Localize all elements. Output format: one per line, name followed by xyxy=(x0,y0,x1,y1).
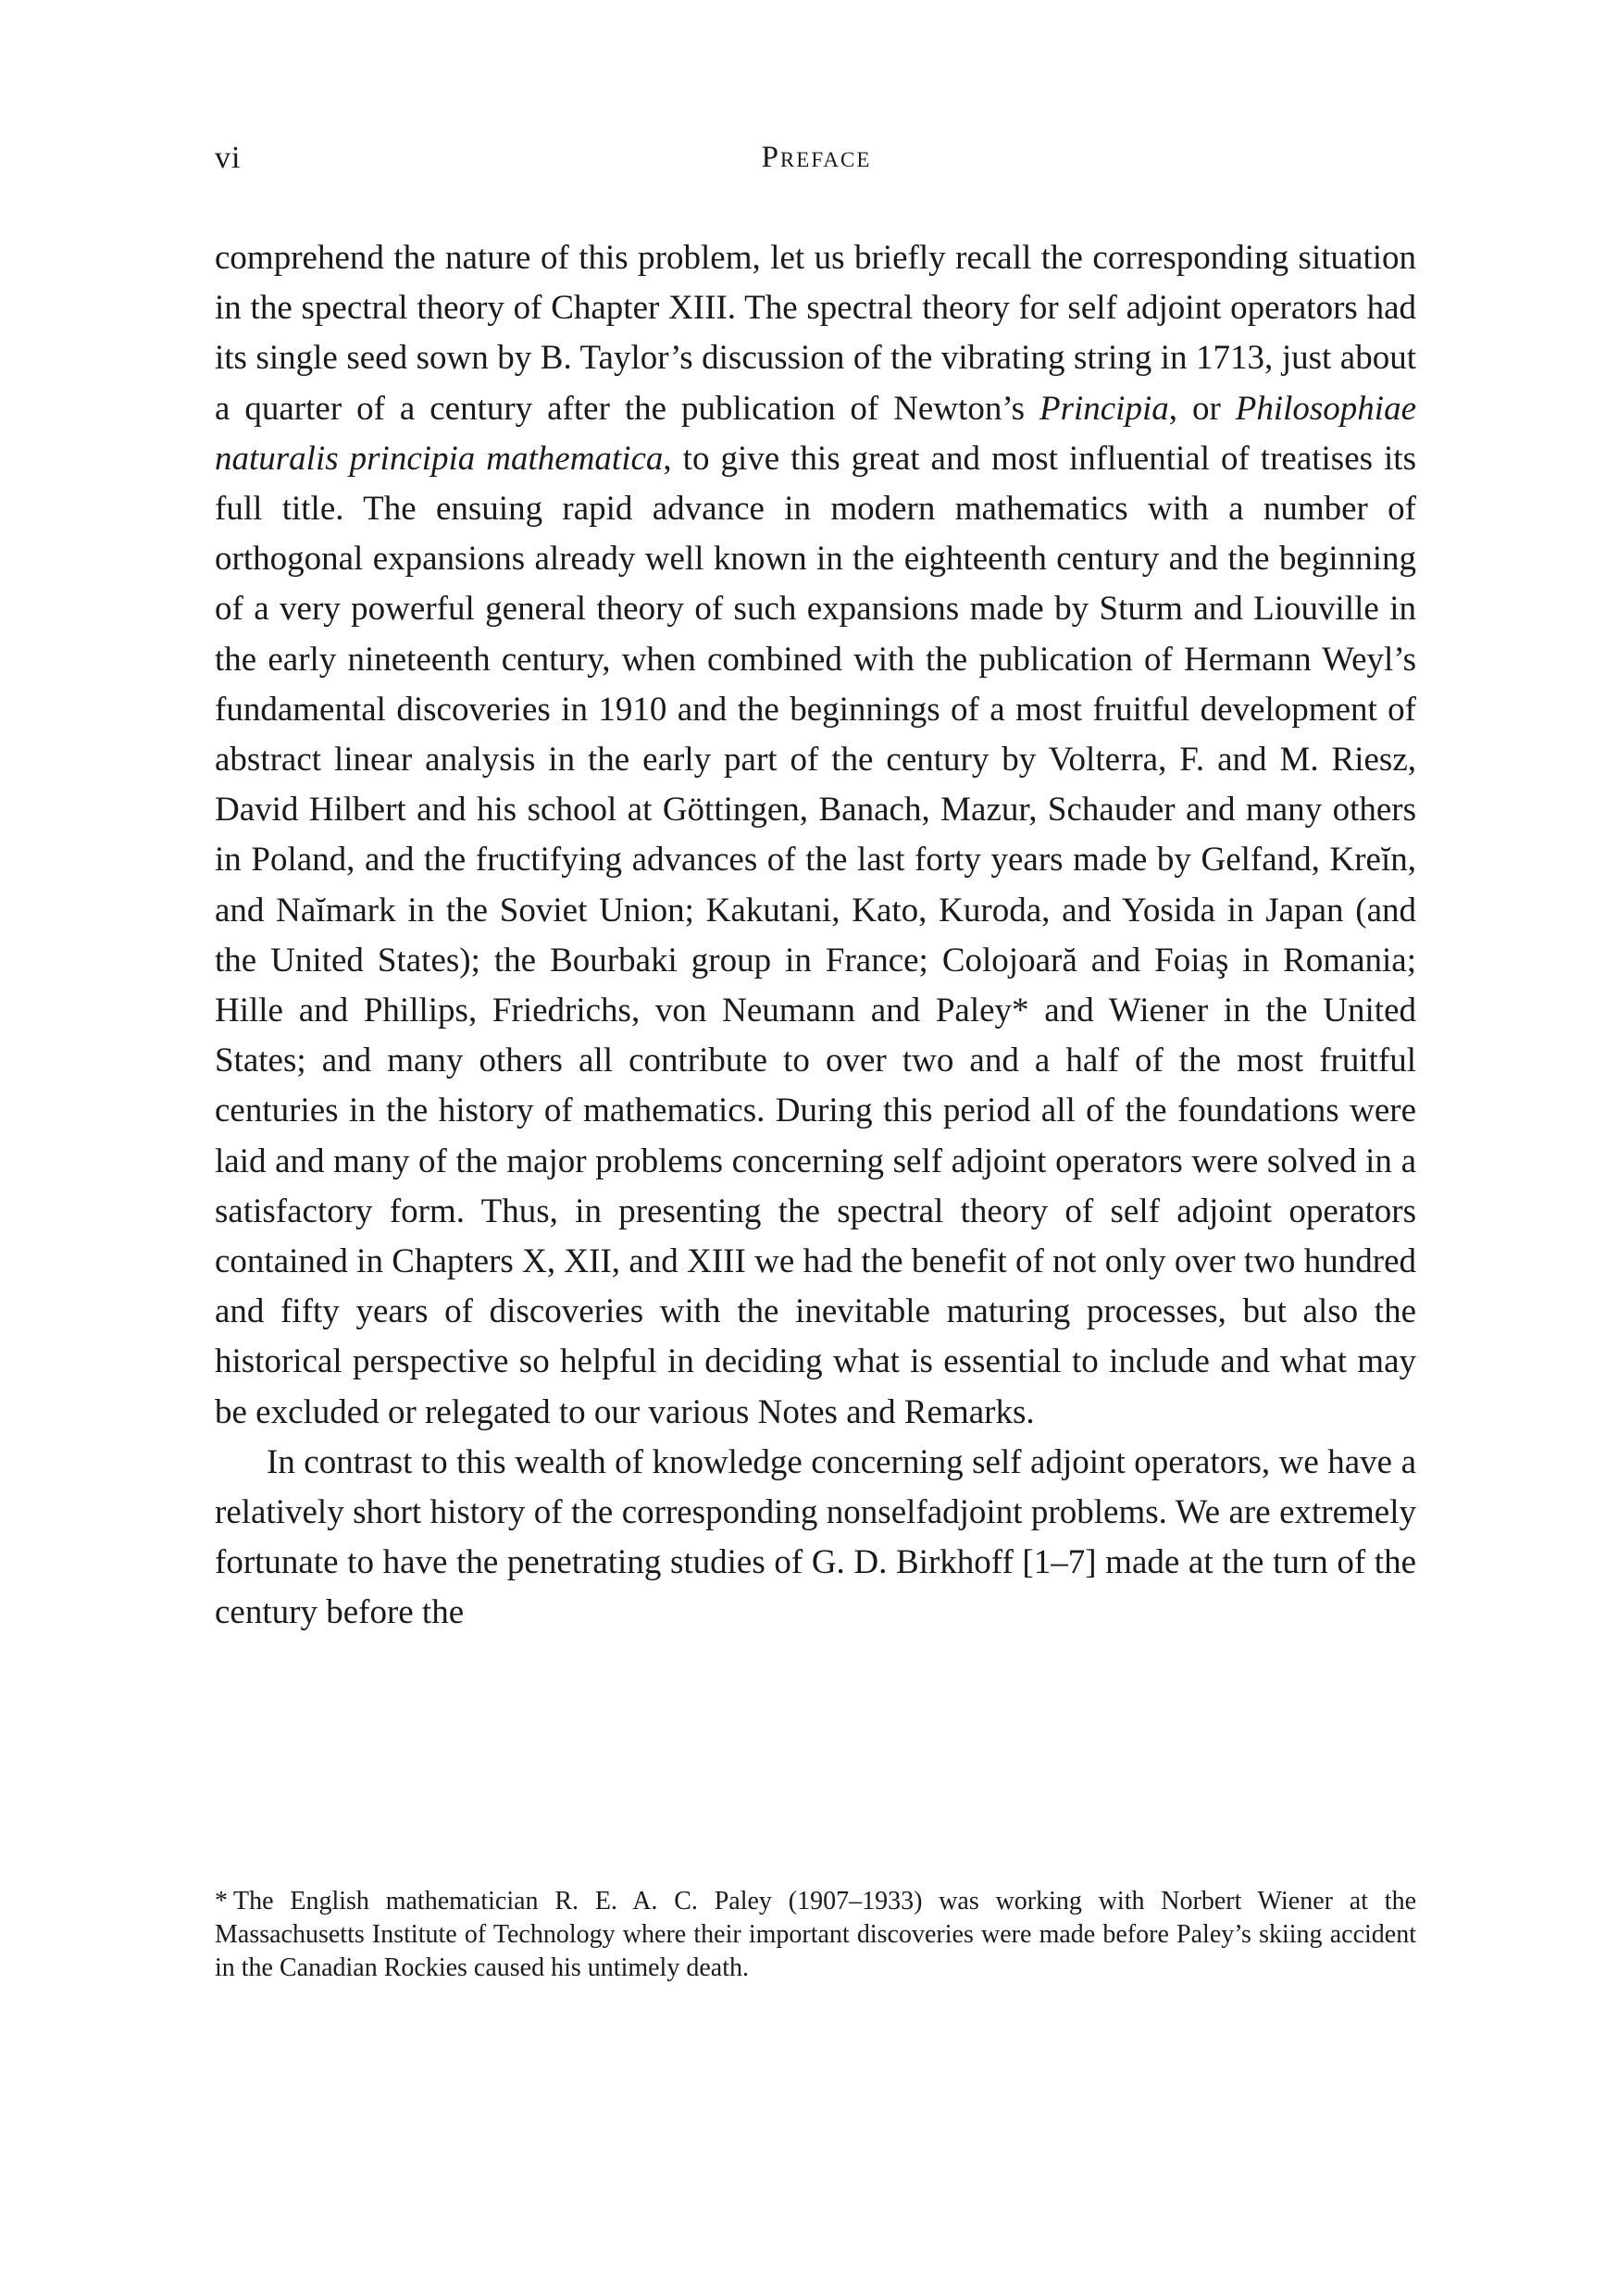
paragraph-1-text-a: comprehend the nature of this problem, let us briefly recall the corresponding situation in the spectral theory of Chapter XIII. The spectral theory for self adjoint operators had its single seed sown by B. Taylor’s discussion of the vibrating string in 1713, just about a quarter of a century after the publication of Newton’s xyxy=(215,239,1416,428)
footnote-marker: * xyxy=(215,1887,228,1915)
footnote xyxy=(215,1885,1416,1985)
page-number: vi xyxy=(215,141,242,175)
body-text xyxy=(215,233,1416,1639)
running-title: Preface xyxy=(761,141,872,174)
paragraph-1 xyxy=(215,233,1416,1438)
paragraph-2: In contrast to this wealth of knowledge concerning self adjoint operators, we have a relatively short history of the corresponding nonselfadjoint problems. We are extremely fortunate to have the penetrating studies of G. D. Birkhoff [1–7] made at the turn of the century before the xyxy=(215,1442,1416,1632)
paragraph-1-text-c: , to give this great and most influential of treatises its full title. The ensuing rapid advance in modern mathematics with a number of orthogonal expansions already well known in the eighteenth century and the beginning of a very powerful general theory of such expansions made by Sturm and Liouville in the early nineteenth century, when combined with the publication of Hermann Weyl’s fundamental discoveries in 1910 and the beginnings of a most fruitful development of abstract linear analysis in the early part of the century by Volterra, F. and M. Riesz, David Hilbert and his school at Göttingen, Banach, Mazur, Schauder and many others in Poland, and the fructifying advances of the last forty years made by Gelfand, Kreĭn, and Naĭmark in the Soviet Union; Kakutani, Kato, Kuroda, and Yosida in Japan (and the United States); the Bourbaki group in France; Colojoară and Foiaş in Romania; Hille and Phillips, Friedrichs, von Neumann and Paley* and Wiener in the United States; and many others all contribute to over two and a half of the most fruitful centuries in the history of mathematics. During this period all of the foundations were laid and many of the major problems concerning self adjoint operators were solved in a satisfactory form. Thus, in presenting the spectral theory of self adjoint operators contained in Chapters X, XII, and XIII we had the benefit of not only over two hundred and fifty years of discoveries with the inevitable maturing processes, but also the historical perspective so helpful in deciding what is essential to include and what may be excluded or relegated to our various Notes and Remarks. xyxy=(215,439,1416,1431)
paragraph-1-text-b: , or xyxy=(1168,389,1236,428)
footnote-text: The English mathematician R. E. A. C. Paley (1907–1933) was working with Norbert Wiener at the Massachusetts Institute of Technology where their important discoveries were made before Paley’s skiing accident in the Canadian Rockies caused his untimely death. xyxy=(215,1887,1416,1982)
page-header xyxy=(215,141,1418,196)
italic-title-principia: Principia xyxy=(1039,389,1169,428)
italic-title-philosophiae: Philosophiae naturalis principia mathematica xyxy=(215,389,1416,478)
